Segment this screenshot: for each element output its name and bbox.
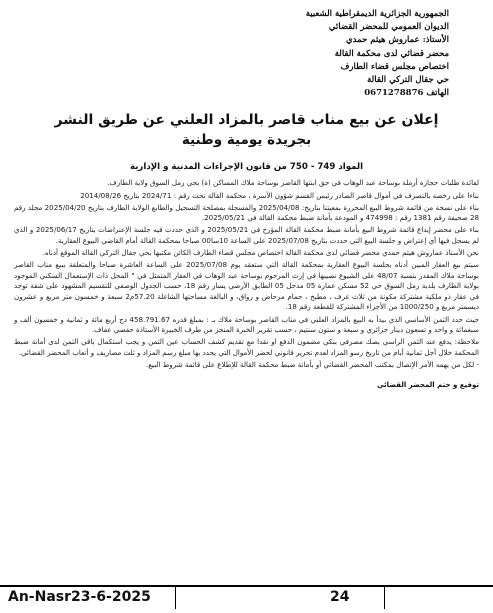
body-paragraph: نحن الأستاذ عماروش هيثم حمدي محضر قضائي لدى محكمة القالة اختصاص مجلس قضاء الطارف الكائن مكتبها بحي جقال التركي القالة الموقع أدناه. <box>42 247 479 257</box>
announcement-title <box>14 110 479 150</box>
body-paragraph: بناء على نسخة من قائمة شروط البيع المحررة بمعيتنا بتاريخ: 2025/04/08 والمسجلة بمصلحة التسجيل والطابع الولاية الطارف بتاريخ 2025/04/20 مجلد رقم 28 صحيفة رقم 1381 رقم : 474998 و المودعة بأمانة ضبط محكمة القالة في 2025/05/21. <box>14 202 479 223</box>
header-line: الأستاذ: عماروش هيثم حمدي <box>345 35 449 46</box>
announcement-body <box>14 178 479 370</box>
body-paragraph: سيتم بيع العقار المبين أدناه بجلسة البيوع العقارية بمحكمة القالة التي ستعقد يوم 2025/07/08 على الساعة العاشرة صباحا والمتعلقة ببيع مناب القاصر بوساحة ملاك المقدر بنسبة 48/07 على الشيوع نصيبها في إرث المرحوم بوساحة عبد الوهاب في العقار المتمثل في " المحل ذات الإستعمال السكني الموجود بولاية الطارف بلدية رمل السوق حي 52 مسكن عمارة 05 مدخل 05 الطابق الأرضي يسار رقم 18، حسب الجدول الوصفي للتقسيم المشهود على شقة توجد في عقار ذو ملكية مشتركة مكونة من ثلاث غرف ، مطبخ ، حمام مرحاض و رواق، و البالغة مساحتها الشاغلة 57.20م2 سبعة و خمسون متر مربع و عشرون ديسمتر مربع و 1000/250 من الأجزاء المشتركة للقطعة رقم 18. <box>14 260 479 312</box>
header-line: اختصاص مجلس قضاء الطارف <box>340 61 449 72</box>
body-paragraph: بناء على محضر إيداع قائمة شروط البيع بأمانة ضبط محكمة القالة المؤرخ في 2025/05/21 و الذي حددت فيه جلسة الإعتراضات بتاريخ 2025/06/17 و الذي لم يسجل فيها أي إعتراض و جلسة البيع التي حددت بتاريخ 2025/07/08 على الساعة 10سا00 صباحا بمحكمة القالة أمام القاضي البيوع العقارية. <box>14 225 479 245</box>
header-line: محضر قضائي لدى محكمة القالة <box>334 48 449 59</box>
header-line: حي جقال التركي القالة <box>367 75 449 86</box>
footer-divider <box>384 587 385 609</box>
page-footer <box>0 585 493 609</box>
title-line-1: إعلان عن بيع مناب قاصر بالمزاد العلني عن طريق النشر <box>54 112 439 129</box>
body-paragraph: ملاحظة: يدفع عند الثمن الراسي بصك مصرفي بنكي مضمون الدفع او نقدا مع تقديم كشف الحساب عين الثمن و يجب استكمال باقي الثمن لدى أمانة ضبط المحكمة خلال أجل ثمانية أيام من تاريخ رسو المزاد لعدم تحرير قانوني لحضر الأموال التي يحدد بها مبلغ رسم المزاد و ثلث مصاريف و أتعاب المحضر القضائي. <box>14 337 479 357</box>
body-paragraph: بناءا على رخصة بالتصرف في أموال قاصر الصادر رئيس القسم شؤون الأسرة ، محكمة القالة تحت رقم : 2024/71 بتاريخ 2014/08/26 <box>80 190 479 200</box>
header-line: الهاتف 0671278876 <box>364 88 449 99</box>
header-line: الديوان العمومي للمحضر القضائي <box>328 22 449 33</box>
title-line-2: بجريدة يومية وطنية <box>181 132 312 149</box>
header-line: الجمهورية الجزائرية الديمقراطية الشعبية <box>305 9 449 19</box>
signature-line: توقيع و ختم المحضر القضائي <box>376 380 479 389</box>
body-paragraph: لفائدة طلبات حجازة أرملة بوساحة عبد الوهاب في حق ابنتها القاصر بوساحة ملاك المساكن (ة) بحي رمل السوق ولاية الطارف. <box>107 178 479 188</box>
bailiff-header <box>14 8 479 100</box>
legal-reference: المواد 749 - 750 من قانون الإجراءات المدنية و الإدارية <box>129 162 364 173</box>
body-paragraph: - لكل من يهمه الأمر الإتصال بمكتب المحضر القضائي أو بأمانة ضبط محكمة القالة للإطلاع على قائمة شروط البيع. <box>146 359 479 369</box>
page-number: 24 <box>330 589 350 605</box>
newspaper-date: An-Nasr23-6-2025 <box>8 589 151 605</box>
footer-divider <box>175 587 176 609</box>
body-paragraph: حيث حدد الثمن الأساسي الذي بيدأ به البيع بالمزاد العلني في مناب القاصر بوساحة ملاك بـ : بمبلغ قدره 458.791.67 دج أربع مائة و ثمانية و خمسون ألف و سبعمائة و واحد و تسعون دينار جزائري و سبعة و ستون سنتيم ، حسب تقرير الخبرة المنجز من طرف الخبيرة الأستاذة حفصي عفاف. <box>14 314 479 335</box>
